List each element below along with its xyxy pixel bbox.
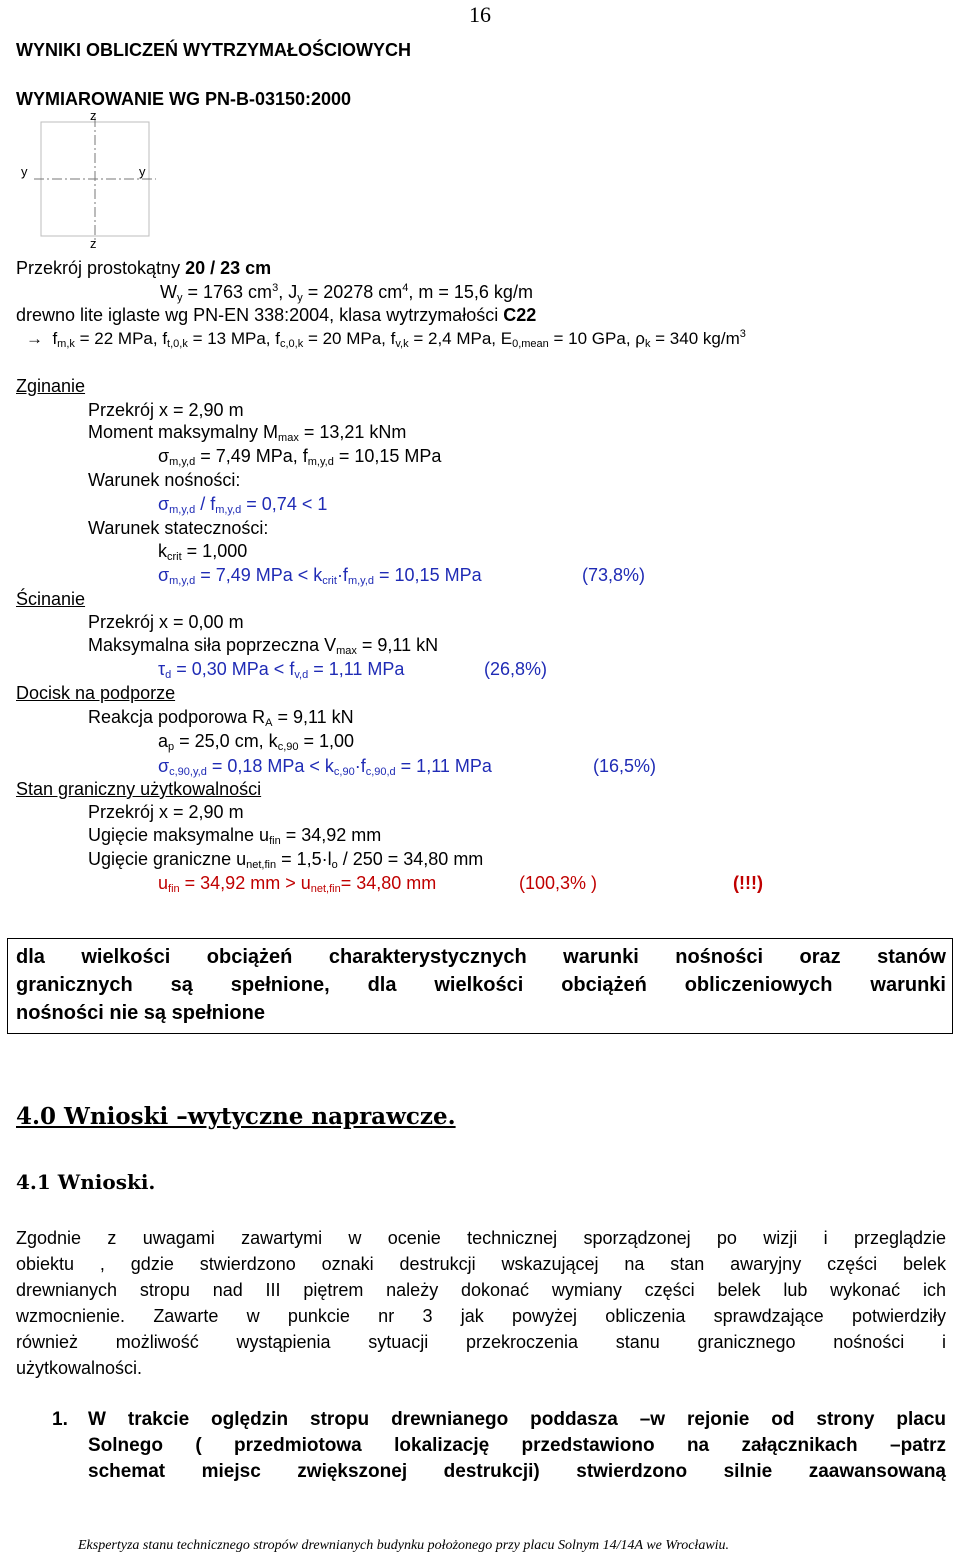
bending-title: Zginanie: [16, 376, 86, 396]
cross-section-drawing: [20, 105, 170, 255]
list-item-number: 1.: [52, 1409, 68, 1430]
shear-check: $\tau_d = 0,30$ MPa < $f_{v,d} = 1,11$ MPa: [158, 659, 405, 681]
list-item-line-1: W trakcie oględzin stropu drewnianego poddasza –w rejonie od strony placu: [88, 1409, 946, 1430]
strength-values: → $f_{m,k} = 22$ MPa, $f_{t,0,k} = 13$ MPa, $f_{c,0,k} = 20$ MPa, $f_{v,k} = 2,4$ MPa, $E_{0,mean} = 10$ GPa, $\rho_k = 340$ $kg/m^3$: [26, 328, 746, 350]
paragraph-line-3: drewnianych stropu nad III piętrem należy dokonać wymiany części belek lub wykonać ich: [16, 1280, 946, 1300]
z-axis-label-bottom: z: [90, 236, 97, 251]
paragraph-line-4: wzmocnienie. Zawarte w punkcie nr 3 jak powyżej obliczenia sprawdzające potwierdziły: [16, 1306, 946, 1326]
shear-percent: (26,8%): [484, 659, 548, 679]
page-number: 16: [469, 2, 491, 27]
heading-4-1: 4.1 Wnioski.: [16, 1170, 156, 1194]
page-footer: Ekspertyza stanu technicznego stropów drewnianych budynku położonego przy placu Solnym 14/14A we Wrocławiu.: [78, 1538, 730, 1553]
bending-moment: Moment maksymalny $M_{max} = 13,21$ kNm: [88, 422, 407, 444]
sls-section: Przekrój x = 2,90 m: [88, 802, 244, 822]
shear-title: Ścinanie: [16, 589, 86, 609]
limit-deflection: Ugięcie graniczne $u_{net,fin} = 1,5\cdot l_o / 250 = 34,80$ mm: [88, 849, 484, 871]
bearing-check: $\sigma_{c,90,y,d} = 0,18$ MPa < $k_{c,90}\cdot f_{c,90,d} = 1,11$ MPa: [158, 756, 492, 778]
capacity-check: $\sigma_{m,y,d} / f_{m,y,d} = 0,74 < 1$: [158, 494, 328, 516]
shear-force: Maksymalna siła poprzeczna $V_{max} = 9,11$ kN: [88, 635, 439, 657]
sls-title: Stan graniczny użytkowalności: [16, 779, 262, 799]
section-properties: $W_y = 1763$ $cm^3$, $J_y = 20278$ $cm^4$, m = 15,6 kg/m: [160, 282, 533, 304]
capacity-label: Warunek nośności:: [88, 470, 241, 490]
conclusion-line-1: dla wielkości obciążeń charakterystycznych warunki nośności oraz stanów: [16, 946, 946, 968]
paragraph-line-1: Zgodnie z uwagami zawartymi w ocenie technicznej sporządzonej po wizji i przeglądzie: [16, 1228, 946, 1248]
paragraph-line-2: obiektu , gdzie stwierdzono oznaki destrukcji wskazującej na stan awaryjny części belek: [16, 1254, 946, 1274]
deflection-percent: (100,3% ): [519, 873, 598, 893]
conclusion-line-2: granicznych są spełnione, dla wielkości obciążeń obliczeniowych warunki: [16, 974, 946, 996]
paragraph-line-5: również możliwość wystąpienia sytuacji przekroczenia stanu granicznego nośności i: [16, 1332, 946, 1352]
y-axis-label-right: y: [139, 164, 146, 179]
paragraph-line-6: użytkowalności.: [16, 1358, 143, 1378]
conclusion-line-3: nośności nie są spełnione: [16, 1002, 265, 1024]
bending-stress: $\sigma_{m,y,d} = 7,49$ MPa, $f_{m,y,d} = 10,15$ MPa: [158, 446, 442, 468]
list-item-line-2: Solnego ( przedmiotowa lokalizację przedstawiono na załącznikach –patrz: [88, 1435, 946, 1456]
arrow-icon: →: [26, 329, 43, 348]
bearing-percent: (16,5%): [593, 756, 657, 776]
bending-section: Przekrój x = 2,90 m: [88, 400, 244, 420]
z-axis-label-top: z: [90, 108, 97, 123]
stability-check: $\sigma_{m,y,d} = 7,49$ MPa < $k_{crit}\cdot f_{m,y,d} = 10,15$ MPa: [158, 565, 482, 587]
conclusion-box: [7, 938, 953, 1034]
material-line: drewno lite iglaste wg PN-EN 338:2004, klasa wytrzymałości C22: [16, 305, 537, 325]
max-deflection: Ugięcie maksymalne $u_{fin} = 34,92$ mm: [88, 825, 382, 847]
bearing-length: $a_p = 25,0$ cm, $k_{c,90} = 1,00$: [158, 731, 355, 753]
list-item-text: [88, 1407, 946, 1485]
deflection-check: $u_{fin} = 34,92$ mm > $u_{net,fin}= 34,80$ mm: [158, 873, 437, 895]
bearing-title: Docisk na podporze: [16, 683, 176, 703]
stability-label: Warunek stateczności:: [88, 518, 269, 538]
results-heading: WYNIKI OBLICZEŃ WYTRZYMAŁOŚCIOWYCH: [16, 40, 411, 60]
section-type: Przekrój prostokątny 20 / 23 cm: [16, 258, 272, 278]
bearing-reaction: Reakcja podporowa $R_A = 9,11$ kN: [88, 707, 354, 729]
design-heading: WYMIAROWANIE WG PN-B-03150:2000: [16, 89, 352, 109]
conclusions-paragraph: [16, 1225, 946, 1381]
shear-section: Przekrój x = 0,00 m: [88, 612, 244, 632]
kcrit-value: $k_{crit} = 1,000$: [158, 541, 248, 563]
y-axis-label-left: y: [21, 164, 28, 179]
heading-4-0: 4.0 Wnioski –wytyczne naprawcze.: [16, 1103, 456, 1130]
stability-percent: (73,8%): [582, 565, 646, 585]
list-item-line-3: schemat miejsc zwiększonej destrukcji) stwierdzono silnie zaawansowaną: [88, 1461, 946, 1482]
deflection-alert: (!!!): [733, 873, 763, 893]
